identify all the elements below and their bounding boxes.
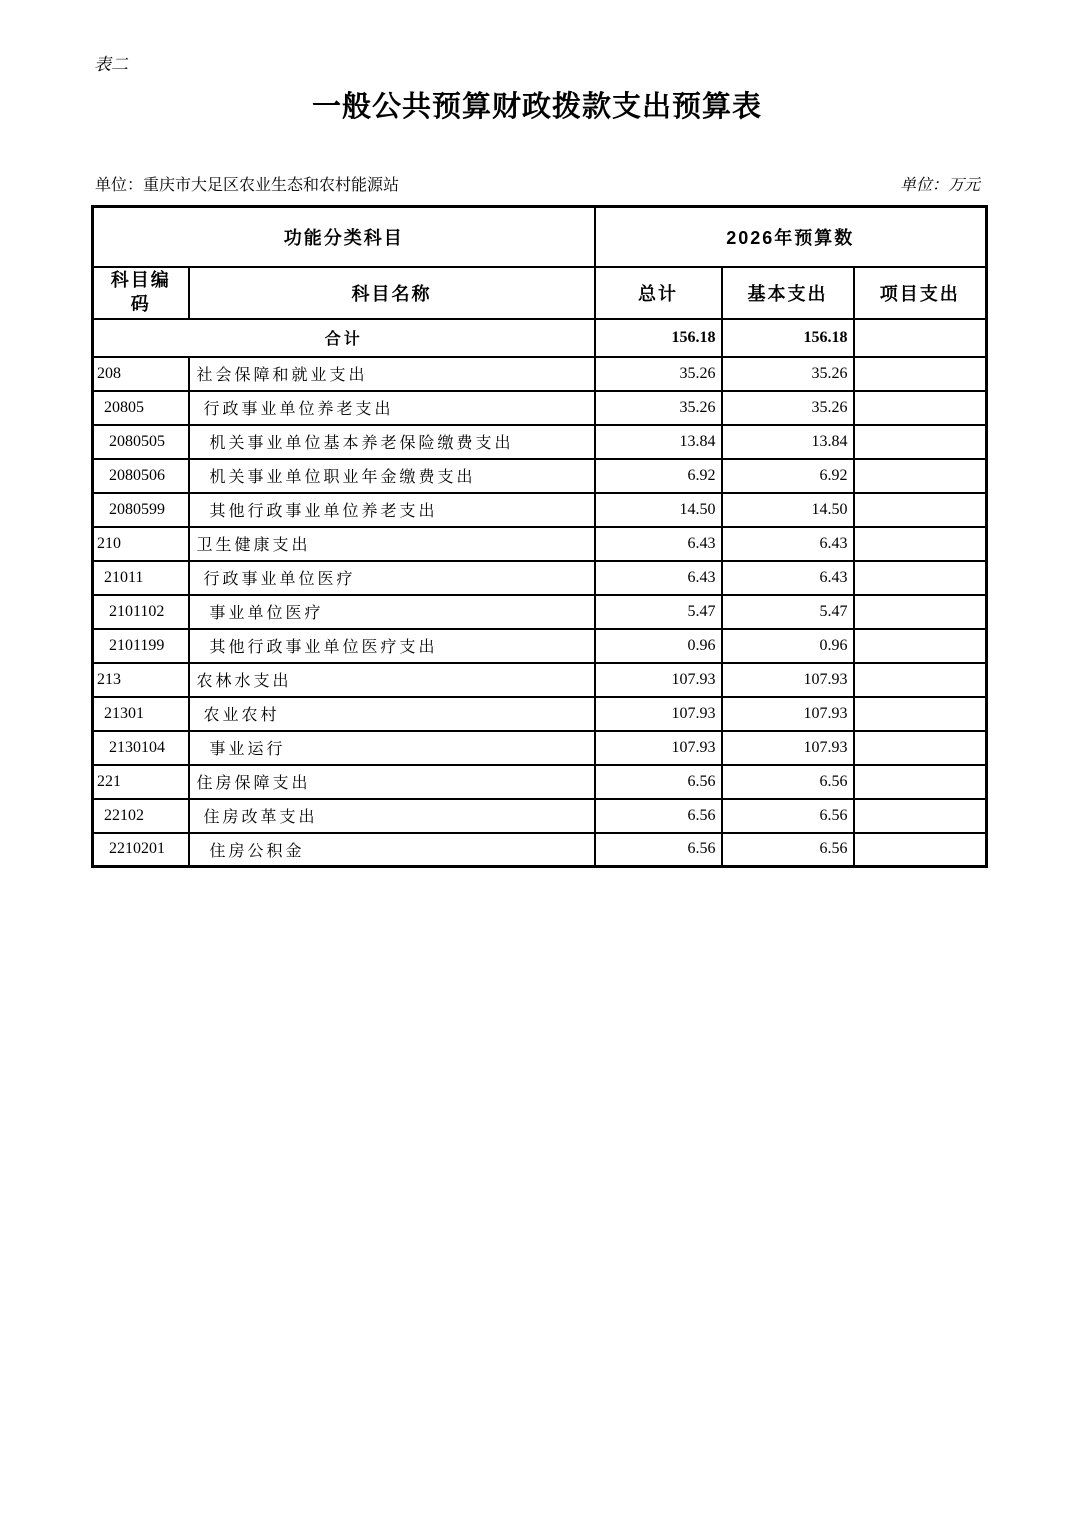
row-project-value	[854, 391, 987, 425]
page-title: 一般公共预算财政拨款支出预算表	[311, 91, 762, 123]
row-subject-code: 20805	[93, 391, 189, 425]
row-project-value	[854, 561, 987, 595]
grand-total-project-value	[854, 319, 987, 357]
row-subject-name: 其他行政事业单位养老支出	[189, 493, 595, 527]
table-row	[93, 833, 987, 867]
row-total-value: 6.56	[595, 833, 722, 867]
table-row	[93, 595, 987, 629]
row-basic-value: 35.26	[722, 357, 854, 391]
row-subject-name: 机关事业单位基本养老保险缴费支出	[189, 425, 595, 459]
row-total-value: 0.96	[595, 629, 722, 663]
organization-unit-label: 单位：重庆市大足区农业生态和农村能源站	[95, 177, 400, 194]
row-subject-name: 社会保障和就业支出	[189, 357, 595, 391]
row-project-value	[854, 765, 987, 799]
row-subject-name: 住房公积金	[189, 833, 595, 867]
row-total-value: 6.56	[595, 799, 722, 833]
table-row	[93, 561, 987, 595]
row-project-value	[854, 629, 987, 663]
row-total-value: 13.84	[595, 425, 722, 459]
row-total-value: 14.50	[595, 493, 722, 527]
table-row	[93, 391, 987, 425]
row-total-value: 6.56	[595, 765, 722, 799]
row-basic-value: 6.56	[722, 799, 854, 833]
row-total-value: 107.93	[595, 663, 722, 697]
unit-row	[95, 172, 980, 195]
budget-table	[91, 205, 988, 868]
row-total-value: 107.93	[595, 731, 722, 765]
row-subject-code: 221	[93, 765, 189, 799]
row-total-value: 6.43	[595, 527, 722, 561]
row-project-value	[854, 595, 987, 629]
row-subject-code: 2101102	[93, 595, 189, 629]
row-basic-value: 35.26	[722, 391, 854, 425]
table-row	[93, 527, 987, 561]
row-subject-name: 住房保障支出	[189, 765, 595, 799]
row-total-value: 35.26	[595, 391, 722, 425]
row-subject-code: 2101199	[93, 629, 189, 663]
row-basic-value: 6.92	[722, 459, 854, 493]
row-subject-name: 行政事业单位养老支出	[189, 391, 595, 425]
grand-total-label: 合计	[93, 319, 595, 357]
table-row	[93, 731, 987, 765]
header-total: 总计	[595, 267, 722, 319]
row-subject-code: 21301	[93, 697, 189, 731]
row-basic-value: 14.50	[722, 493, 854, 527]
row-total-value: 6.43	[595, 561, 722, 595]
header-sub-row	[93, 267, 987, 319]
row-project-value	[854, 527, 987, 561]
row-basic-value: 13.84	[722, 425, 854, 459]
header-budget-year: 2026年预算数	[595, 207, 987, 267]
grand-total-row	[93, 319, 987, 357]
table-row	[93, 697, 987, 731]
currency-unit-label: 单位：万元	[899, 175, 980, 194]
row-project-value	[854, 425, 987, 459]
row-total-value: 5.47	[595, 595, 722, 629]
header-basic-expenditure: 基本支出	[722, 267, 854, 319]
row-project-value	[854, 357, 987, 391]
row-subject-code: 2210201	[93, 833, 189, 867]
row-subject-code: 2080506	[93, 459, 189, 493]
table-number-label: 表二	[94, 55, 128, 75]
row-basic-value: 6.43	[722, 561, 854, 595]
row-basic-value: 0.96	[722, 629, 854, 663]
header-project-expenditure: 项目支出	[854, 267, 987, 319]
row-project-value	[854, 459, 987, 493]
table-row	[93, 629, 987, 663]
grand-total-total-value: 156.18	[595, 319, 722, 357]
row-subject-name: 行政事业单位医疗	[189, 561, 595, 595]
row-basic-value: 6.43	[722, 527, 854, 561]
header-subject-code: 科目编码	[93, 267, 189, 319]
header-group-row	[93, 207, 987, 267]
row-subject-name: 其他行政事业单位医疗支出	[189, 629, 595, 663]
row-basic-value: 107.93	[722, 663, 854, 697]
row-subject-name: 事业单位医疗	[189, 595, 595, 629]
row-total-value: 6.92	[595, 459, 722, 493]
header-functional-classification: 功能分类科目	[93, 207, 595, 267]
row-subject-code: 2130104	[93, 731, 189, 765]
row-subject-name: 住房改革支出	[189, 799, 595, 833]
row-basic-value: 5.47	[722, 595, 854, 629]
row-subject-name: 农业农村	[189, 697, 595, 731]
row-total-value: 107.93	[595, 697, 722, 731]
row-subject-code: 213	[93, 663, 189, 697]
row-subject-name: 农林水支出	[189, 663, 595, 697]
row-subject-name: 事业运行	[189, 731, 595, 765]
row-subject-code: 210	[93, 527, 189, 561]
table-row	[93, 493, 987, 527]
row-basic-value: 107.93	[722, 731, 854, 765]
row-basic-value: 107.93	[722, 697, 854, 731]
row-subject-code: 208	[93, 357, 189, 391]
row-project-value	[854, 493, 987, 527]
row-subject-name: 机关事业单位职业年金缴费支出	[189, 459, 595, 493]
row-subject-code: 2080505	[93, 425, 189, 459]
row-project-value	[854, 731, 987, 765]
row-subject-code: 21011	[93, 561, 189, 595]
row-subject-name: 卫生健康支出	[189, 527, 595, 561]
row-basic-value: 6.56	[722, 833, 854, 867]
table-row	[93, 357, 987, 391]
row-project-value	[854, 799, 987, 833]
row-subject-code: 2080599	[93, 493, 189, 527]
row-total-value: 35.26	[595, 357, 722, 391]
table-row	[93, 663, 987, 697]
header-subject-name: 科目名称	[189, 267, 595, 319]
table-row	[93, 459, 987, 493]
table-row	[93, 425, 987, 459]
row-project-value	[854, 697, 987, 731]
row-subject-code: 22102	[93, 799, 189, 833]
row-project-value	[854, 833, 987, 867]
row-basic-value: 6.56	[722, 765, 854, 799]
table-row	[93, 799, 987, 833]
table-row	[93, 765, 987, 799]
row-project-value	[854, 663, 987, 697]
grand-total-basic-value: 156.18	[722, 319, 854, 357]
